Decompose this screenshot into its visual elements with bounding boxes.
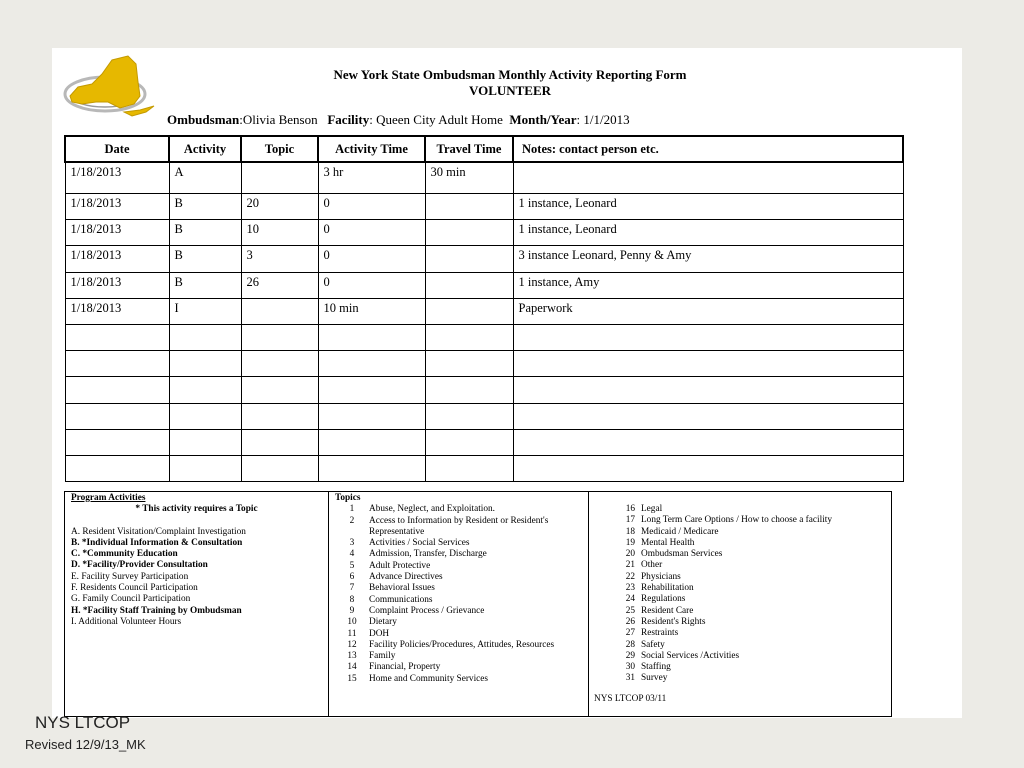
topic-number: 11 (347, 628, 357, 639)
date-cell: 1/18/2013 (65, 162, 169, 194)
activity-cell (169, 351, 241, 377)
topic-label: Rehabilitation (641, 583, 694, 594)
notes-cell: 1 instance, Leonard (513, 194, 903, 220)
topic-number: 20 (625, 549, 635, 560)
topic-cell (241, 162, 318, 194)
topic-number: 16 (625, 504, 635, 514)
activity-time-cell: 0 (318, 272, 425, 298)
topic-label: Advance Directives (369, 572, 443, 583)
table-row (65, 162, 903, 194)
table-row (65, 351, 903, 377)
topic-item (335, 674, 582, 685)
activity-time-cell: 3 hr (318, 162, 425, 194)
activity-cell (169, 429, 241, 455)
header-date: Date (65, 136, 169, 162)
travel-time-cell (425, 455, 513, 481)
legend-box (64, 491, 892, 717)
travel-time-cell (425, 220, 513, 246)
topic-number: 15 (347, 673, 357, 684)
topics-list-left (335, 504, 582, 685)
topic-number: 26 (625, 616, 635, 627)
table-row (65, 377, 903, 403)
footer-revision: Revised 12/9/13_MK (25, 737, 146, 752)
topic-item (615, 640, 887, 651)
activity-time-cell (318, 455, 425, 481)
topic-number: 27 (625, 628, 635, 639)
month-year-label: Month/Year (509, 112, 577, 127)
notes-cell (513, 429, 903, 455)
activity-log-table (64, 135, 904, 482)
topic-item (335, 606, 582, 617)
travel-time-cell (425, 403, 513, 429)
table-row (65, 455, 903, 481)
topic-label: Communications (369, 594, 433, 605)
date-cell: 1/18/2013 (65, 298, 169, 324)
topic-number: 8 (349, 594, 355, 605)
header-topic: Topic (241, 136, 318, 162)
topic-item (615, 651, 887, 662)
activity-cell (169, 377, 241, 403)
table-row (65, 298, 903, 324)
topic-item (615, 583, 887, 594)
topic-label: Family (369, 651, 396, 662)
form-code: NYS LTCOP 03/11 (594, 693, 667, 704)
program-activities-list (71, 527, 322, 629)
notes-cell (513, 403, 903, 429)
topic-item (615, 628, 887, 639)
topic-item (335, 561, 582, 572)
topic-label: Survey (641, 673, 668, 684)
program-activities-column (65, 492, 329, 716)
ombudsman-label: Ombudsman (167, 112, 240, 127)
topic-item (615, 504, 887, 515)
topic-number: 14 (347, 662, 357, 673)
notes-cell (513, 162, 903, 194)
topic-cell: 26 (241, 272, 318, 298)
topic-label: Other (641, 560, 663, 571)
topic-cell (241, 377, 318, 403)
travel-time-cell: 30 min (425, 162, 513, 194)
topic-item (335, 549, 582, 560)
topic-number: 4 (349, 549, 355, 560)
topic-number: 30 (625, 662, 635, 673)
activity-time-cell (318, 403, 425, 429)
header-activity: Activity (169, 136, 241, 162)
notes-cell (513, 377, 903, 403)
travel-time-cell (425, 194, 513, 220)
activity-cell (169, 403, 241, 429)
activity-cell: B (169, 272, 241, 298)
table-row (65, 324, 903, 350)
topic-label: Behavioral Issues (369, 583, 435, 594)
form-title: New York State Ombudsman Monthly Activity Reporting Form (333, 67, 687, 82)
topic-item (335, 504, 582, 515)
program-activity-item: C. *Community Education (71, 549, 178, 560)
topic-item (615, 617, 887, 628)
topic-label: Medicaid / Medicare (641, 526, 719, 537)
topic-label: Admission, Transfer, Discharge (369, 549, 487, 560)
activity-cell: B (169, 246, 241, 272)
topic-label: Mental Health (641, 537, 695, 548)
program-activity-item: F. Residents Council Participation (71, 583, 198, 594)
table-header-row (65, 136, 903, 162)
topic-label: Complaint Process / Grievance (369, 605, 485, 616)
topic-number: 31 (625, 673, 635, 684)
program-activities-heading: Program Activities (71, 493, 146, 503)
activity-cell: B (169, 220, 241, 246)
topic-number: 2 (349, 515, 355, 526)
topic-item (335, 651, 582, 662)
topic-item (615, 673, 887, 684)
topic-item (615, 515, 887, 526)
topic-label: Physicians (641, 571, 681, 582)
activity-cell: A (169, 162, 241, 194)
topic-number: 3 (349, 538, 355, 549)
new-york-state-map-logo-icon (62, 52, 157, 124)
topic-cell (241, 455, 318, 481)
activity-time-cell: 0 (318, 246, 425, 272)
activity-cell: I (169, 298, 241, 324)
header-activity-time: Activity Time (318, 136, 425, 162)
program-activity-item: I. Additional Volunteer Hours (71, 616, 182, 627)
topic-item (615, 662, 887, 673)
topic-label: Adult Protective (369, 560, 431, 571)
topic-item (615, 594, 887, 605)
topic-cell (241, 351, 318, 377)
date-cell (65, 403, 169, 429)
topics-column-right (589, 492, 893, 716)
program-activity-item: B. *Individual Information & Consultation (71, 537, 243, 548)
date-cell: 1/18/2013 (65, 220, 169, 246)
topic-item (335, 595, 582, 606)
topic-item (335, 538, 582, 549)
table-row (65, 429, 903, 455)
date-cell (65, 324, 169, 350)
topic-item (615, 560, 887, 571)
topic-item (335, 629, 582, 640)
topic-number: 24 (625, 594, 635, 605)
activity-time-cell (318, 429, 425, 455)
topic-label: Staffing (641, 662, 671, 673)
topic-label: Home and Community Services (369, 673, 489, 684)
table-row (65, 194, 903, 220)
travel-time-cell (425, 246, 513, 272)
topic-item (615, 572, 887, 583)
topic-item (335, 662, 582, 673)
topic-item (615, 606, 887, 617)
facility-value: : Queen City Adult Home (369, 112, 503, 127)
topic-number: 18 (625, 526, 635, 537)
topic-label: Facility Policies/Procedures, Attitudes, Resources (369, 639, 555, 650)
topic-label: Regulations (641, 594, 686, 605)
topic-item (335, 617, 582, 628)
activity-cell (169, 455, 241, 481)
date-cell (65, 455, 169, 481)
activity-time-cell: 0 (318, 220, 425, 246)
activity-cell (169, 324, 241, 350)
date-cell: 1/18/2013 (65, 194, 169, 220)
topic-item (615, 527, 887, 538)
activity-time-cell: 10 min (318, 298, 425, 324)
topic-label: Safety (641, 639, 665, 650)
activity-time-cell: 0 (318, 194, 425, 220)
topic-label: Activities / Social Services (369, 538, 470, 549)
topics-heading: Topics (335, 493, 361, 503)
table-row (65, 220, 903, 246)
travel-time-cell (425, 298, 513, 324)
form-info-line (167, 112, 630, 128)
topic-number: 5 (349, 560, 355, 571)
topic-item (335, 583, 582, 594)
topic-number: 28 (625, 639, 635, 650)
topic-number: 19 (625, 537, 635, 548)
travel-time-cell (425, 429, 513, 455)
program-activity-item: H. *Facility Staff Training by Ombudsman (71, 605, 242, 616)
month-year-value: : 1/1/2013 (576, 112, 630, 127)
topic-number: 22 (625, 571, 635, 582)
topic-label: Access to Information by Resident or Resident's Representative (369, 515, 549, 537)
topic-required-note: * This activity requires a Topic (135, 504, 258, 515)
topic-item (335, 516, 582, 539)
activity-time-cell (318, 377, 425, 403)
table-row (65, 272, 903, 298)
topic-label: Resident's Rights (641, 616, 706, 627)
ombudsman-value: :Olivia Benson (239, 112, 318, 127)
program-activity-item: G. Family Council Participation (71, 594, 191, 605)
topic-item (615, 538, 887, 549)
topic-cell (241, 429, 318, 455)
topics-list-right (615, 504, 887, 685)
facility-label: Facility (327, 112, 370, 127)
date-cell (65, 351, 169, 377)
topic-number: 6 (349, 572, 355, 583)
date-cell: 1/18/2013 (65, 246, 169, 272)
topic-cell: 10 (241, 220, 318, 246)
date-cell: 1/18/2013 (65, 272, 169, 298)
notes-cell: 1 instance, Leonard (513, 220, 903, 246)
topic-label: DOH (369, 628, 390, 639)
topic-number: 23 (625, 583, 635, 594)
program-activity-item: A. Resident Visitation/Complaint Investigation (71, 526, 246, 537)
topic-item (335, 572, 582, 583)
topic-label: Dietary (369, 617, 397, 628)
date-cell (65, 429, 169, 455)
activity-time-cell (318, 324, 425, 350)
topic-item (615, 549, 887, 560)
topic-label: Ombudsman Services (641, 549, 723, 560)
topic-number: 10 (347, 617, 357, 628)
topic-label: Social Services /Activities (641, 650, 740, 661)
topic-cell (241, 298, 318, 324)
notes-cell (513, 351, 903, 377)
notes-cell: 1 instance, Amy (513, 272, 903, 298)
topic-cell (241, 403, 318, 429)
notes-cell (513, 324, 903, 350)
topic-cell: 20 (241, 194, 318, 220)
travel-time-cell (425, 324, 513, 350)
topic-label: Restraints (641, 628, 679, 639)
topic-number: 1 (349, 504, 355, 515)
program-activity-item: D. *Facility/Provider Consultation (71, 560, 208, 571)
program-activity-item: E. Facility Survey Participation (71, 571, 189, 582)
topic-label: Long Term Care Options / How to choose a facility (641, 515, 833, 526)
topic-label: Abuse, Neglect, and Exploitation. (369, 504, 495, 515)
table-row (65, 246, 903, 272)
footer-org: NYS LTCOP (35, 713, 131, 732)
topic-item (335, 640, 582, 651)
topic-number: 21 (625, 560, 635, 571)
header-notes: Notes: contact person etc. (513, 136, 903, 162)
activity-cell: B (169, 194, 241, 220)
topic-number: 13 (347, 651, 357, 662)
notes-cell: Paperwork (513, 298, 903, 324)
travel-time-cell (425, 377, 513, 403)
notes-cell (513, 455, 903, 481)
travel-time-cell (425, 272, 513, 298)
header-travel-time: Travel Time (425, 136, 513, 162)
topic-label: Legal (641, 504, 663, 514)
activity-time-cell (318, 351, 425, 377)
table-row (65, 403, 903, 429)
date-cell (65, 377, 169, 403)
form-subtitle: VOLUNTEER (468, 83, 552, 98)
topic-number: 25 (625, 605, 635, 616)
topics-column-left (329, 492, 589, 716)
topic-cell: 3 (241, 246, 318, 272)
topic-number: 17 (625, 515, 635, 526)
topic-cell (241, 324, 318, 350)
topic-number: 7 (349, 583, 355, 594)
topic-number: 12 (347, 639, 357, 650)
topic-number: 9 (349, 605, 355, 616)
notes-cell: 3 instance Leonard, Penny & Amy (513, 246, 903, 272)
travel-time-cell (425, 351, 513, 377)
topic-label: Financial, Property (369, 662, 441, 673)
topic-number: 29 (625, 650, 635, 661)
topic-label: Resident Care (641, 605, 694, 616)
